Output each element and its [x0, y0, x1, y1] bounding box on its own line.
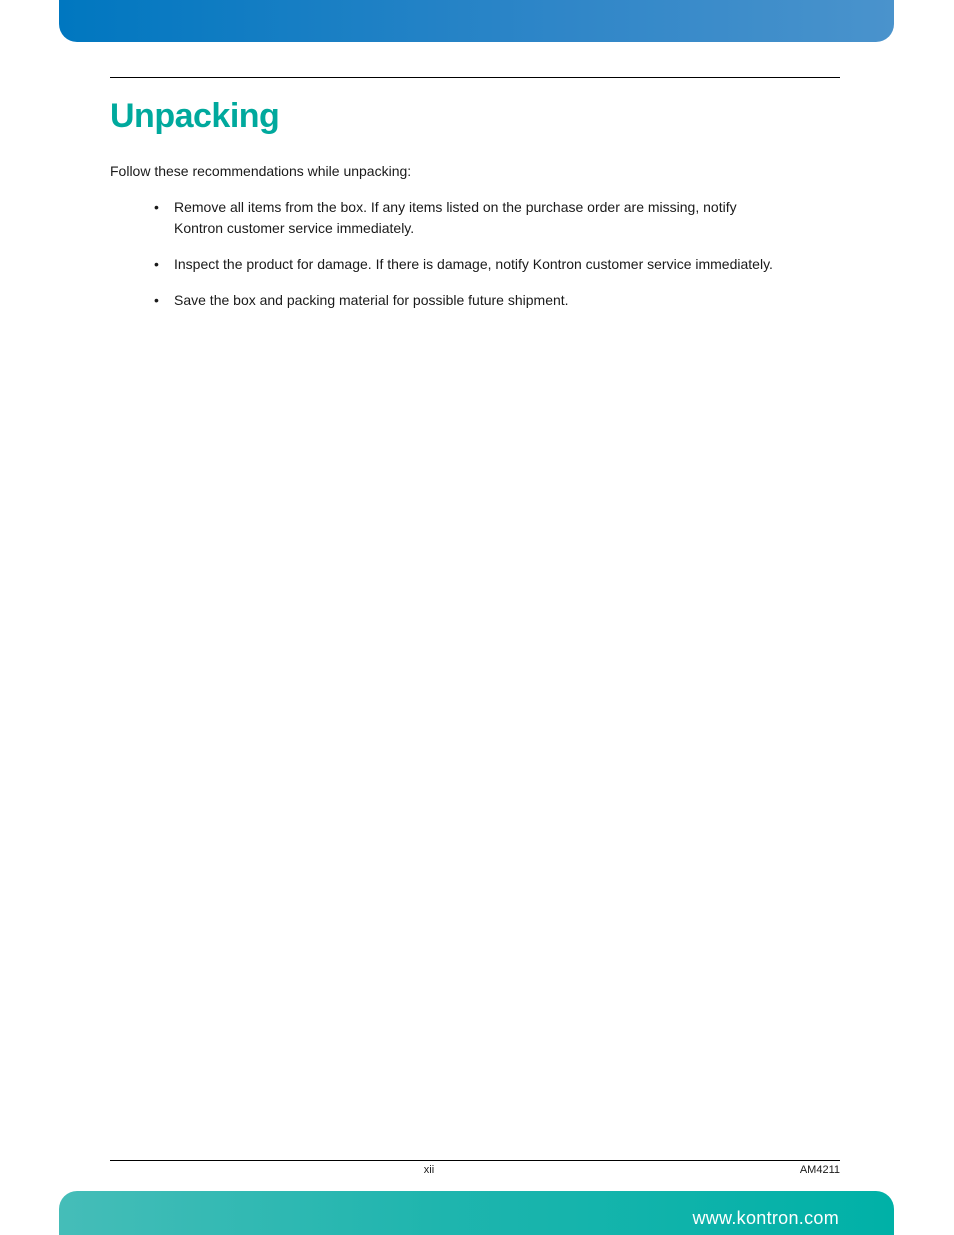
bullet-icon: • — [154, 292, 159, 308]
list-item — [154, 290, 844, 311]
intro-text: Follow these recommendations while unpacking: — [110, 163, 412, 179]
list-item-text-line: Remove all items from the box. If any items listed on the purchase order are missing, notify — [174, 199, 737, 215]
website-link[interactable]: www.kontron.com — [692, 1208, 839, 1228]
list-item — [154, 197, 844, 239]
page-title: Unpacking — [110, 97, 280, 135]
footer-rule — [110, 1160, 840, 1161]
list-item-text-line: Save the box and packing material for possible future shipment. — [174, 292, 569, 308]
bullet-icon: • — [154, 199, 159, 215]
top-banner — [59, 0, 894, 42]
page-number: xii — [423, 1164, 435, 1176]
recommendation-list — [154, 197, 844, 326]
list-item — [154, 254, 844, 275]
list-item-text-line: Inspect the product for damage. If there is damage, notify Kontron customer service immediately. — [174, 256, 773, 272]
list-item-text-line: Kontron customer service immediately. — [174, 220, 415, 236]
header-rule — [110, 77, 840, 78]
bottom-banner — [59, 1191, 894, 1235]
bullet-icon: • — [154, 256, 159, 272]
document-id: AM4211 — [799, 1164, 840, 1176]
